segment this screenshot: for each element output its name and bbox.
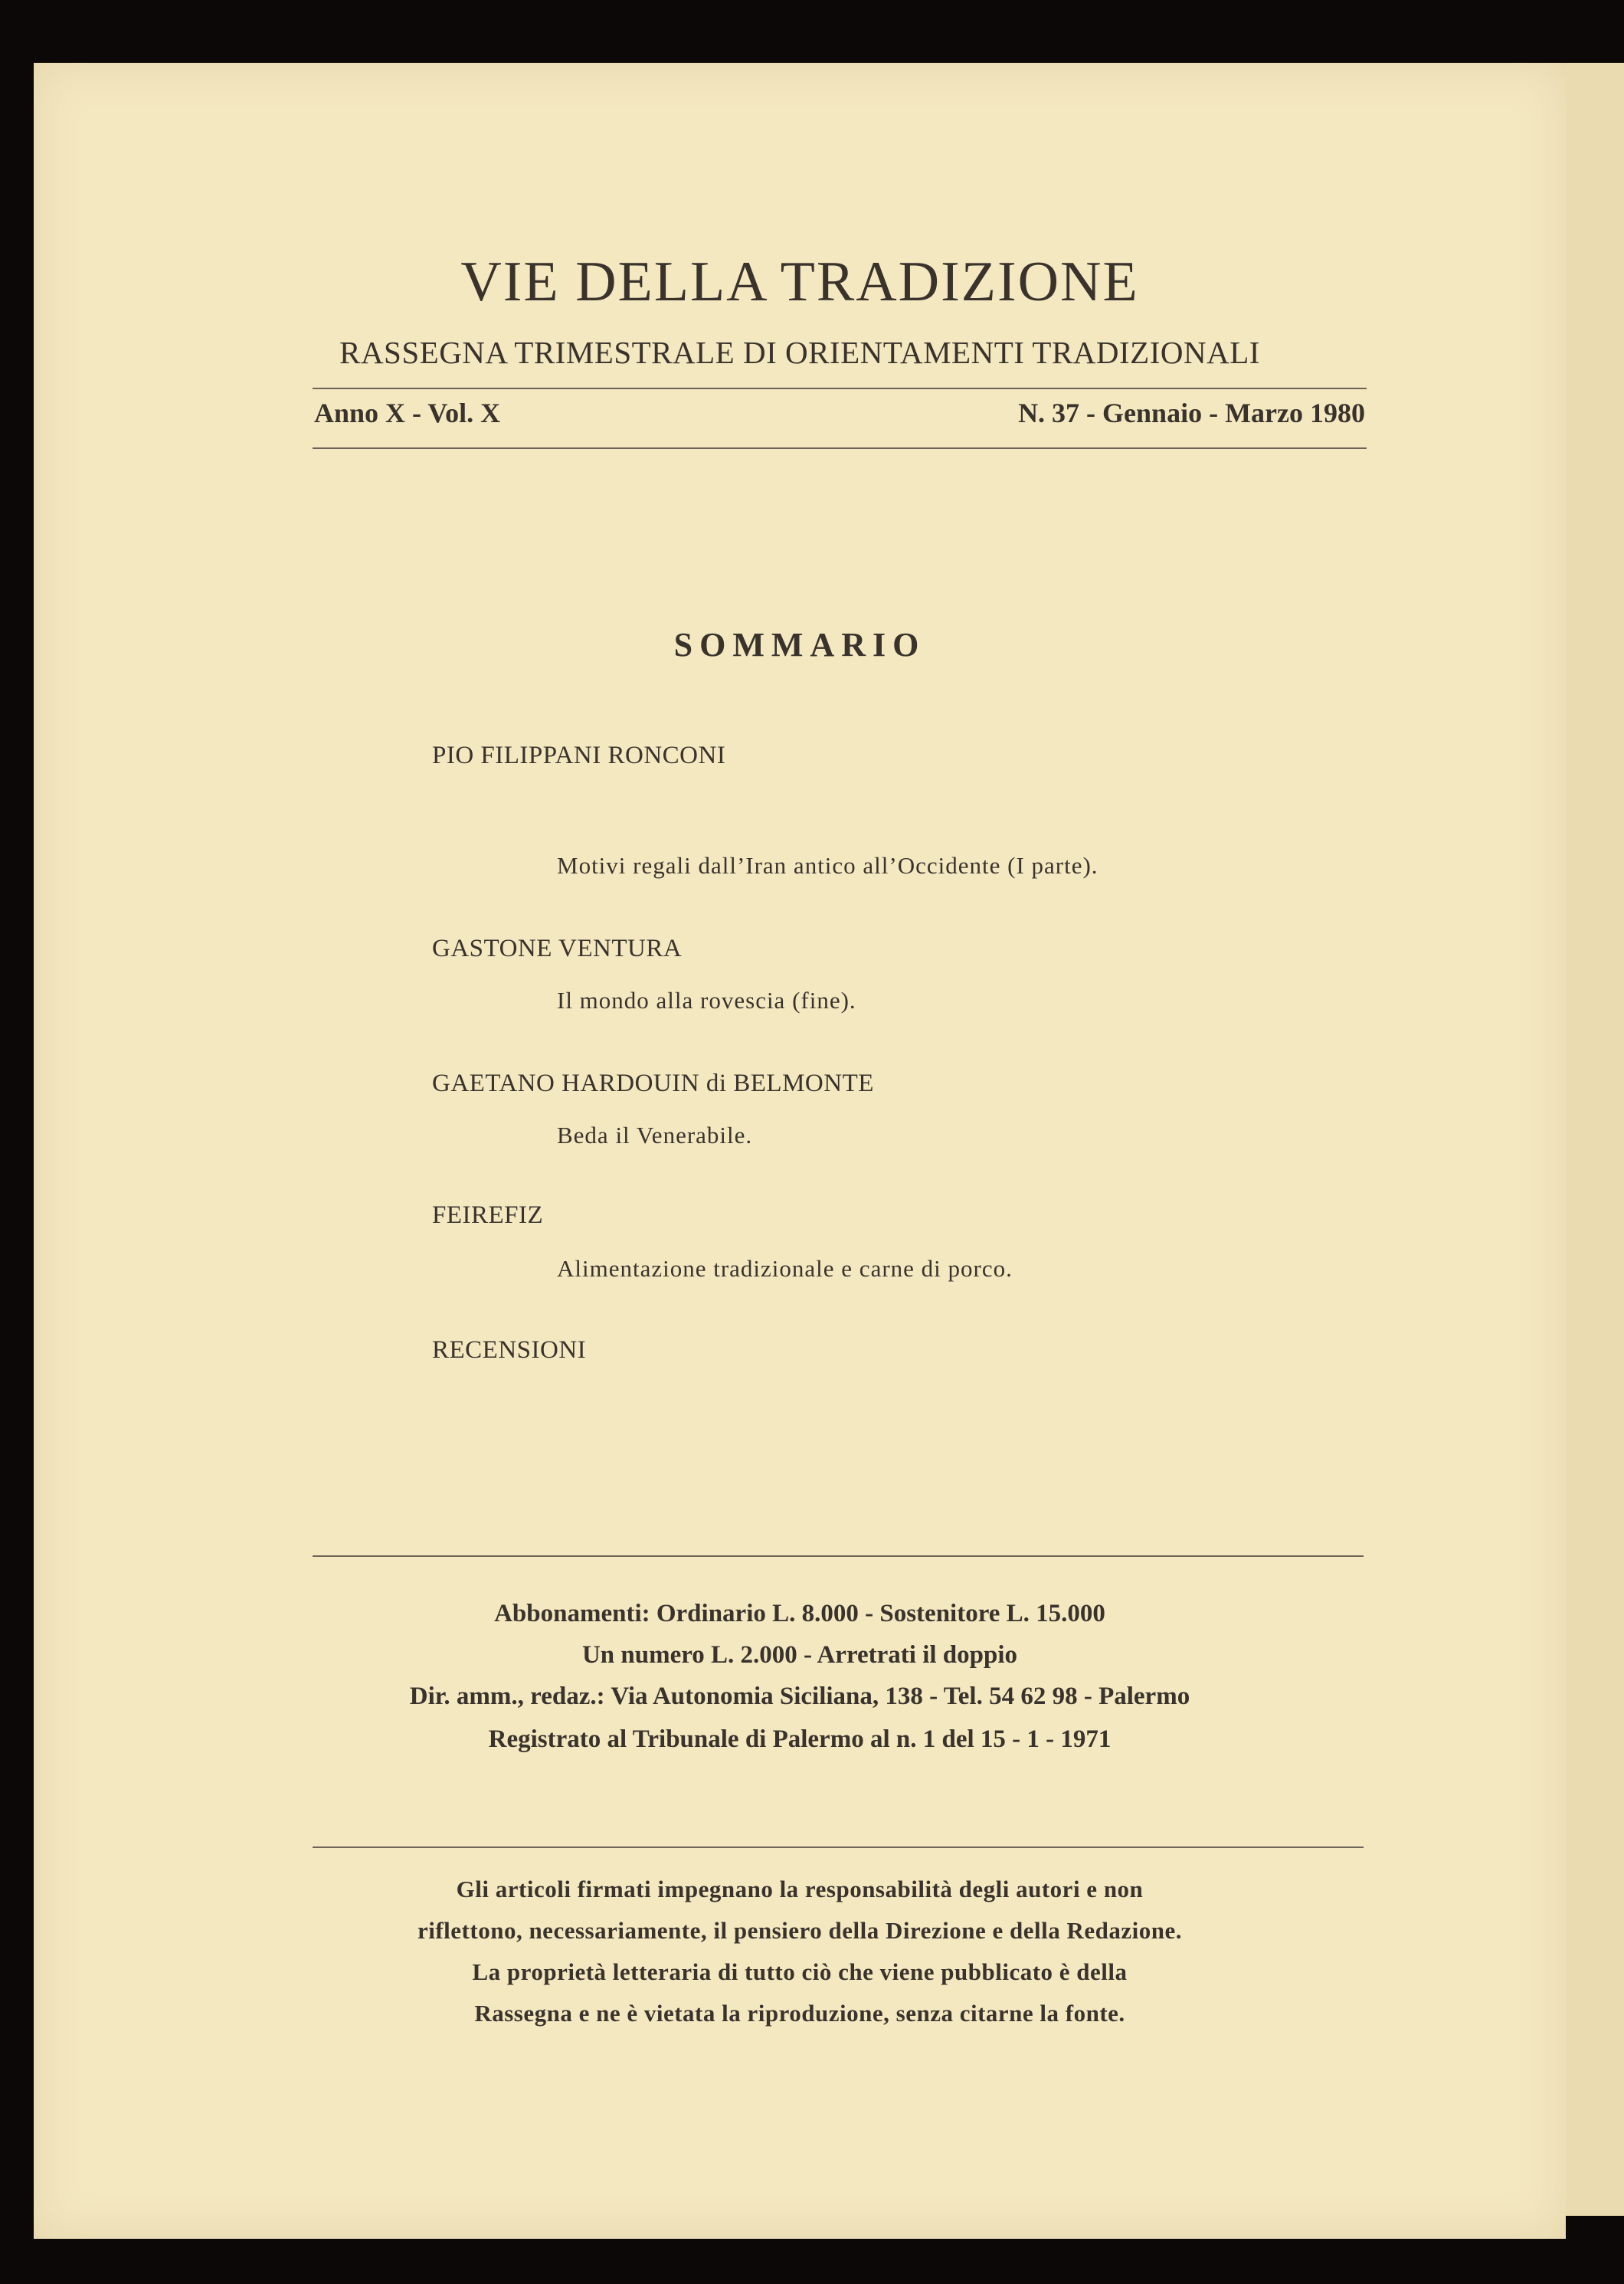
header-rule-top <box>313 388 1367 389</box>
issue-volume: Anno X - Vol. X <box>314 398 501 428</box>
entry-author: FEIREFIZ <box>432 1201 544 1229</box>
contents-heading: SOMMARIO <box>673 626 926 664</box>
entry-reviews: RECENSIONI <box>432 1336 587 1364</box>
entry-author: GASTONE VENTURA <box>432 935 683 962</box>
journal-title: VIE DELLA TRADIZIONE <box>460 251 1139 313</box>
entry-title: Alimentazione tradizionale e carne di porco. <box>557 1255 1013 1282</box>
entry-title: Il mondo alla rovescia (fine). <box>557 987 856 1014</box>
page-edge <box>1558 63 1624 2216</box>
subscription-line: Abbonamenti: Ordinario L. 8.000 - Sostenitore L. 15.000 <box>494 1600 1105 1627</box>
entry-title: Motivi regali dall’Iran antico all’Occidente (I parte). <box>557 852 1098 879</box>
registration-line: Registrato al Tribunale di Palermo al n. 1 del 15 - 1 - 1971 <box>488 1725 1112 1753</box>
disclaimer-line: riflettono, necessariamente, il pensiero della Direzione e della Redazione. <box>417 1917 1183 1944</box>
journal-subtitle: RASSEGNA TRIMESTRALE DI ORIENTAMENTI TRADIZIONALI <box>339 335 1260 370</box>
address-line: Dir. amm., redaz.: Via Autonomia Siciliana, 138 - Tel. 54 62 98 - Palermo <box>409 1683 1190 1710</box>
subscription-rule <box>313 1555 1364 1557</box>
header-rule-bottom <box>313 447 1367 449</box>
entry-title: Beda il Venerabile. <box>557 1122 753 1149</box>
subscription-line: Un numero L. 2.000 - Arretrati il doppio <box>581 1641 1018 1669</box>
issue-number-date: N. 37 - Gennaio - Marzo 1980 <box>1018 398 1365 428</box>
journal-page <box>34 63 1566 2239</box>
disclaimer-line: La proprietà letteraria di tutto ciò che viene pubblicato è della <box>472 1958 1128 1985</box>
disclaimer-line: Gli articoli firmati impegnano la responsabilità degli autori e non <box>456 1876 1144 1902</box>
disclaimer-line: Rassegna e ne è vietata la riproduzione, senza citarne la fonte. <box>474 2000 1125 2027</box>
entry-author: PIO FILIPPANI RONCONI <box>432 742 726 769</box>
entry-author: GAETANO HARDOUIN di BELMONTE <box>432 1070 874 1097</box>
disclaimer-rule <box>313 1847 1364 1848</box>
